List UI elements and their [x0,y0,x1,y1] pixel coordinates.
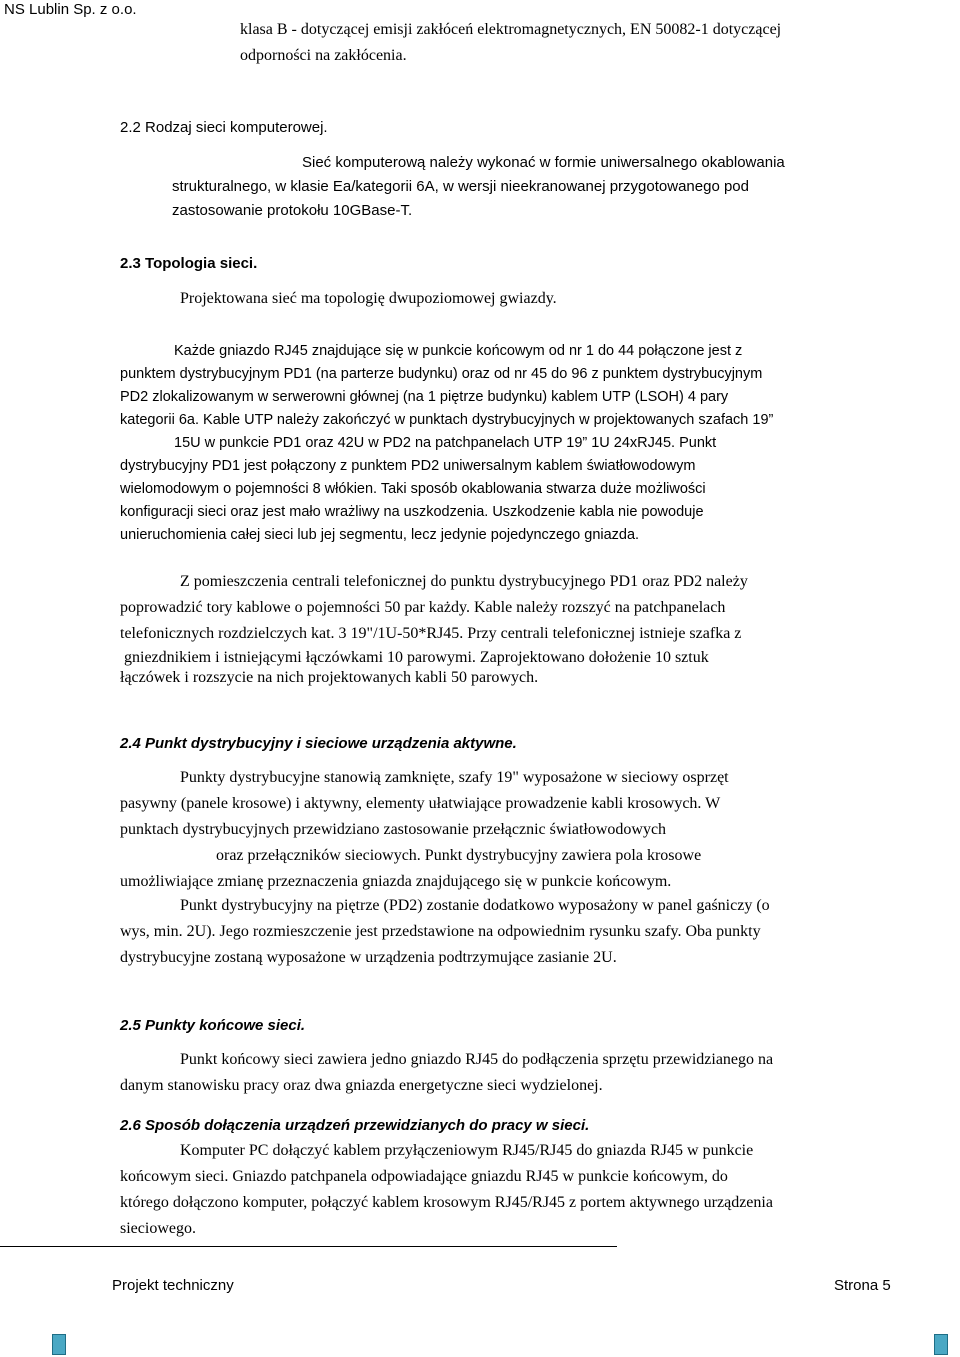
section-2-4-line-2: pasywny (panele krosowe) i aktywny, elementy ułatwiające prowadzenie kabli krosowych. W [120,795,721,812]
section-2-4-line-3: punktach dystrybucyjnych przewidziano zastosowanie przełącznic światłowodowych [120,821,667,838]
section-2-3-intro: Projektowana sieć ma topologię dwupoziomowej gwiazdy. [180,290,557,307]
section-2-4-line-8: dystrybucyjne zostaną wyposażone w urządzenia podtrzymujące zasianie 2U. [120,949,617,966]
footer-left: Projekt techniczny [112,1277,234,1294]
section-2-3-p1-line-9: unieruchomienia całej sieci lub jej segmentu, lecz jedynie pojedynczego gniazda. [120,527,640,543]
section-2-5-line-2: danym stanowisku pracy oraz dwa gniazda energetyczne sieci wydzielonej. [120,1077,603,1094]
section-2-4-line-1: Punkty dystrybucyjne stanowią zamknięte, szafy 19" wyposażone w sieciowy osprzęt [180,769,729,786]
section-2-3-p1-line-8: konfiguracji sieci oraz jest mało wrażliwy na uszkodzenia. Uszkodzenie kabla nie powoduje [120,504,704,520]
section-2-3-p1-line-1: Każde gniazdo RJ45 znajdujące się w punkcie końcowym od nr 1 do 44 połączone jest z [174,343,743,359]
footer-rule [0,1246,617,1247]
section-2-3-p1-line-7: wielomodowym o pojemności 8 włókien. Taki sposób okablowania stwarza duże możliwości [120,481,706,497]
right-corner-marker [934,1334,948,1355]
section-2-3-p2-line-1: Z pomieszczenia centrali telefonicznej do punktu dystrybucyjnego PD1 oraz PD2 należy [180,573,748,590]
section-2-2-line-3: zastosowanie protokołu 10GBase-T. [172,202,413,219]
section-2-3-p2-line-2: poprowadzić tory kablowe o pojemności 50 par każdy. Kable należy rozszyć na patchpanelach [120,599,726,616]
company-name: NS Lublin Sp. z o.o. [4,1,137,18]
section-2-3-p1-line-5: 15U w punkcie PD1 oraz 42U w PD2 na patchpanelach UTP 19” 1U 24xRJ45. Punkt [174,435,717,451]
footer-page-number: Strona 5 [834,1277,891,1294]
section-2-3-p1-line-2: punktem dystrybucyjnym PD1 (na parterze budynku) oraz od nr 45 do 96 z punktem dystrybucyjnym [120,366,763,382]
section-2-5-title: 2.5 Punkty końcowe sieci. [120,1017,306,1034]
section-2-3-p2-line-5: łączówek i rozszycie na nich projektowanych kabli 50 parowych. [120,669,539,686]
section-2-2-line-2: strukturalnego, w klasie Ea/kategorii 6A, w wersji nieekranowanej przygotowanego pod [172,178,749,195]
section-2-3-p2-line-3: telefonicznych rozdzielczych kat. 3 19"/1U-50*RJ45. Przy centrali telefonicznej istnieje szafka z [120,625,742,642]
section-2-6-line-3: którego dołączono komputer, połączyć kablem krosowym RJ45/RJ45 z portem aktywnego urządzenia [120,1194,773,1211]
section-2-3-p2-line-4: gniezdnikiem i istniejącymi łączówkami 10 parowymi. Zaprojektowano dołożenie 10 sztuk [124,649,709,666]
left-corner-marker [52,1334,66,1355]
header-line-2: odporności na zakłócenia. [240,47,407,64]
section-2-6-line-2: końcowym sieci. Gniazdo patchpanela odpowiadające gniazdu RJ45 w punkcie końcowym, do [120,1168,728,1185]
section-2-3-p1-line-3: PD2 zlokalizowanym w serwerowni głównej (na 1 piętrze budynku) kablem UTP (LSOH) 4 pary [120,389,729,405]
section-2-6-title: 2.6 Sposób dołączenia urządzeń przewidzianych do pracy w sieci. [120,1117,590,1134]
section-2-4-line-6: Punkt dystrybucyjny na piętrze (PD2) zostanie dodatkowo wyposażony w panel gaśniczy (o [180,897,770,914]
section-2-6-line-4: sieciowego. [120,1220,196,1237]
section-2-6-line-1: Komputer PC dołączyć kablem przyłączeniowym RJ45/RJ45 do gniazda RJ45 w punkcie [180,1142,754,1159]
section-2-3-p1-line-6: dystrybucyjny PD1 jest połączony z punktem PD2 uniwersalnym kablem światłowodowym [120,458,696,474]
section-2-4-title: 2.4 Punkt dystrybucyjny i sieciowe urządzenia aktywne. [120,735,517,752]
section-2-3-p1-line-4: kategorii 6a. Kable UTP należy zakończyć w punktach dystrybucyjnych w projektowanych szafach 19” [120,412,774,428]
section-2-4-line-4: oraz przełączników sieciowych. Punkt dystrybucyjny zawiera pola krosowe [216,847,702,864]
section-2-2-title: 2.2 Rodzaj sieci komputerowej. [120,119,328,136]
section-2-2-line-1: Sieć komputerową należy wykonać w formie uniwersalnego okablowania [302,154,785,171]
section-2-3-title: 2.3 Topologia sieci. [120,255,258,272]
section-2-5-line-1: Punkt końcowy sieci zawiera jedno gniazdo RJ45 do podłączenia sprzętu przewidzianego na [180,1051,774,1068]
header-line-1: klasa B - dotyczącej emisji zakłóceń elektromagnetycznych, EN 50082-1 dotyczącej [240,21,782,38]
section-2-4-line-7: wys, min. 2U). Jego rozmieszczenie jest przedstawione na odpowiednim rysunku szafy. Oba punkty [120,923,761,940]
section-2-4-line-5: umożliwiające zmianę przeznaczenia gniazda znajdującego się w punkcie końcowym. [120,873,672,890]
